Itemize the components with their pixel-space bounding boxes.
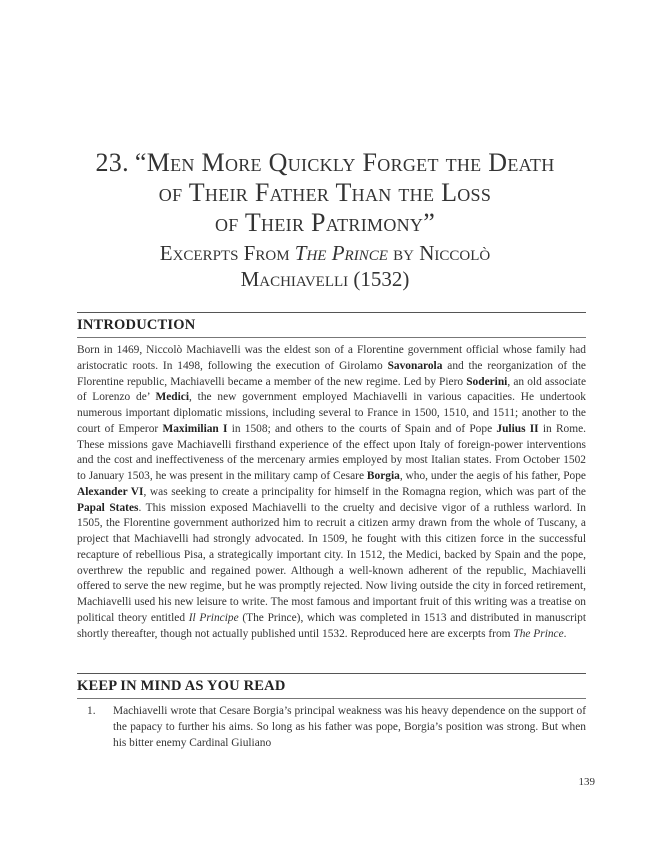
subtitle-prefix: Excerpts From [159,241,290,265]
intro-text: and the reorganization of the Florentine republic, Machiavelli became a member of the new regime. Led by Piero [77,359,586,388]
intro-text: in 1508; and others to the courts of Spain and of Pope [227,422,497,435]
intro-term-julius: Julius II [496,422,539,435]
keep-in-mind-section [77,673,586,751]
intro-text: . [563,627,567,640]
intro-text: (The Prince), which was completed in 1513 and distributed in manuscript shortly thereafter, though not actually published until 1532. Reproduced here are excerpts from [77,611,587,640]
intro-title-the-prince: The Prince [513,627,564,640]
intro-term-savonarola: Savonarola [387,359,443,372]
intro-term-borgia: Borgia [366,470,400,482]
keep-in-mind-list [77,704,586,751]
intro-term-alexander: Alexander VI [77,485,144,498]
subtitle-line-2: Machiavelli (1532) [240,267,410,291]
intro-text: , the new government employed Machiavelli in various capacities. He undertook numerous important diplomatic missions, including several to France in 1500, 1510, and 1511; another to the court of Emperor [77,391,586,435]
intro-text: in Rome. These missions gave Machiavelli firsthand experience of the effect upon Italy of foreign-power interventions and the cost and ineffectiveness of the mercenary armies employed by most Italian states. From October 1502 to January 1503, he was present in the military camp of Cesare [77,422,586,482]
intro-text: Born in 1469, Niccolò Machiavelli was the eldest son of a Florentine government official whose family had aristocratic roots. In 1498, following the execution of Girolamo [77,344,586,372]
keep-in-mind-heading: KEEP IN MIND AS YOU READ [77,674,586,699]
chapter-subtitle [60,240,590,292]
chapter-title-line-3: of Their Patrimony” [214,208,436,237]
intro-text: , an old associate of Lorenzo de’ [77,375,587,404]
intro-term-maximilian: Maximilian I [162,422,228,435]
page-number: 139 [578,776,595,788]
list-item-text: Machiavelli wrote that Cesare Borgia’s principal weakness was his heavy dependence on the support of the papacy to further his aims. So long as his father was pope, Borgia’s position was strong. But when his bitter enemy Cardinal Giuliano [113,705,586,749]
subtitle-book-title: The Prince [294,241,388,265]
intro-title-il-principe: Il Principe [188,611,239,624]
chapter-title [60,148,590,238]
intro-term-soderini: Soderini [466,375,508,388]
intro-text: , who, under the aegis of his father, Pope [399,470,586,482]
chapter-title-line-1: “Men More Quickly Forget the Death [134,148,555,177]
chapter-number: 23. [95,148,129,177]
list-item-number: 1. [87,705,96,717]
list-item [77,704,586,751]
intro-text: , was seeking to create a principality for himself in the Romagna region, which was part of the [143,485,586,498]
intro-text: . This mission exposed Machiavelli to the cruelty and decisive vigor of a ruthless warlord. In 1505, the Florentine government authorized him to recruit a citizen army drawn from the whole of Tuscany, a project that Machiavelli had strongly advocated. In 1509, he fought with this citizen force in the successful recapture of rebellious Pisa, a strategically important city. In 1512, the Medici, backed by Spain and the pope, overthrew the republic and regained power. Although a well-known adherent of the republic, Machiavelli offered to serve the new regime, but he was promptly rejected. Now living outside the city in forced retirement, Machiavelli used his new leisure to write. The most famous and important fruit of this writing was a treatise on political theory entitled [77,501,586,624]
introduction-heading: INTRODUCTION [77,313,586,338]
subtitle-suffix: by Niccolò [393,241,491,265]
introduction-paragraph [77,343,586,642]
chapter-title-line-2: of Their Father Than the Loss [158,178,492,207]
intro-term-papal-states: Papal States [77,501,139,514]
introduction-section [77,312,586,642]
intro-term-medici: Medici [155,391,190,404]
